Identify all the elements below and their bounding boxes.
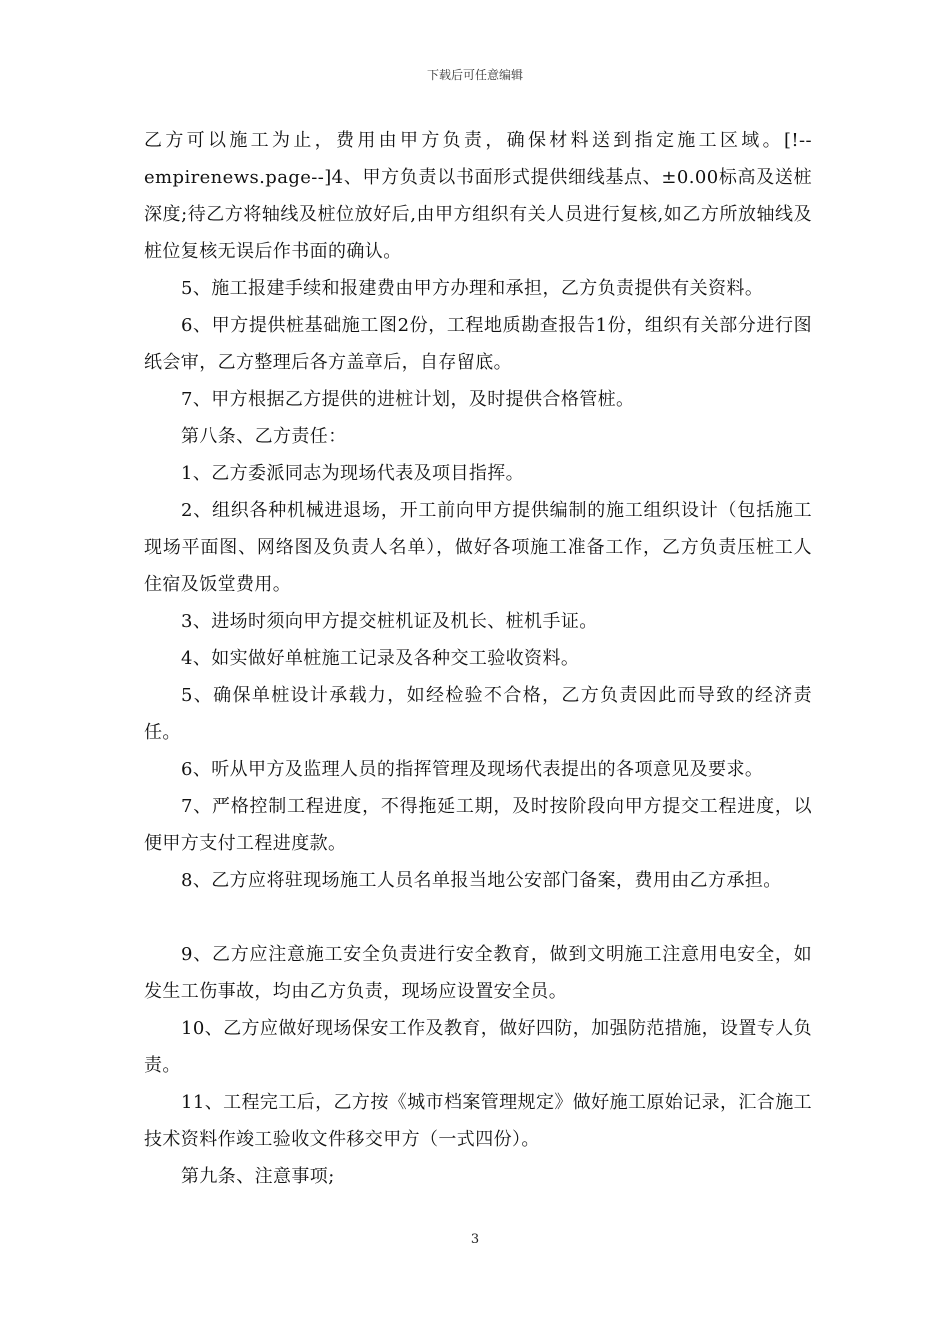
blank-line — [144, 899, 812, 936]
paragraph: 1、乙方委派同志为现场代表及项目指挥。 — [181, 463, 525, 484]
page-header: 下载后可任意编辑 — [426, 68, 523, 82]
section-heading: 第八条、乙方责任： — [181, 426, 347, 447]
paragraph: 7、严格控制工程进度，不得拖延工期，及时按阶段向甲方提交工程进度，以便甲方支付工程进度款。 — [144, 796, 812, 854]
paragraph: 9、乙方应注意施工安全负责进行安全教育，做到文明施工注意用电安全，如发生工伤事故，均由乙方负责，现场应设置安全员。 — [144, 944, 812, 1002]
paragraph: 6、甲方提供桩基础施工图2份，工程地质勘查报告1份，组织有关部分进行图纸会审，乙方整理后各方盖章后，自存留底。 — [144, 315, 812, 373]
page-number: 3 — [470, 1232, 480, 1247]
paragraph: 8、乙方应将驻现场施工人员名单报当地公安部门备案，费用由乙方承担。 — [181, 870, 782, 891]
paragraph: 3、进场时须向甲方提交桩机证及机长、桩机手证。 — [181, 611, 598, 632]
paragraph: 10、乙方应做好现场保安工作及教育，做好四防，加强防范措施，设置专人负责。 — [144, 1018, 812, 1076]
paragraph: 乙方可以施工为止，费用由甲方负责，确保材料送到指定施工区域。[!--empirenews.page--]4、甲方负责以书面形式提供细线基点、±0.00标高及送桩深度;待乙方将轴线及桩位放好后,由甲方组织有关人员进行复核,如乙方所放轴线及桩位复核无误后作书面的确认。 — [144, 130, 812, 262]
section-heading: 第九条、注意事项; — [181, 1166, 335, 1187]
paragraph: 7、甲方根据乙方提供的进桩计划，及时提供合格管桩。 — [181, 389, 635, 410]
paragraph: 2、组织各种机械进退场，开工前向甲方提供编制的施工组织设计（包括施工现场平面图、网络图及负责人名单），做好各项施工准备工作，乙方负责压桩工人住宿及饭堂费用。 — [144, 500, 812, 595]
paragraph: 4、如实做好单桩施工记录及各种交工验收资料。 — [181, 648, 580, 669]
paragraph: 6、听从甲方及监理人员的指挥管理及现场代表提出的各项意见及要求。 — [181, 759, 764, 780]
paragraph: 5、施工报建手续和报建费由甲方办理和承担，乙方负责提供有关资料。 — [181, 278, 764, 299]
document-body — [144, 122, 812, 1195]
paragraph: 5、确保单桩设计承载力，如经检验不合格，乙方负责因此而导致的经济责任。 — [144, 685, 812, 743]
paragraph: 11、工程完工后，乙方按《城市档案管理规定》做好施工原始记录，汇合施工技术资料作竣工验收文件移交甲方（一式四份）。 — [144, 1092, 812, 1150]
